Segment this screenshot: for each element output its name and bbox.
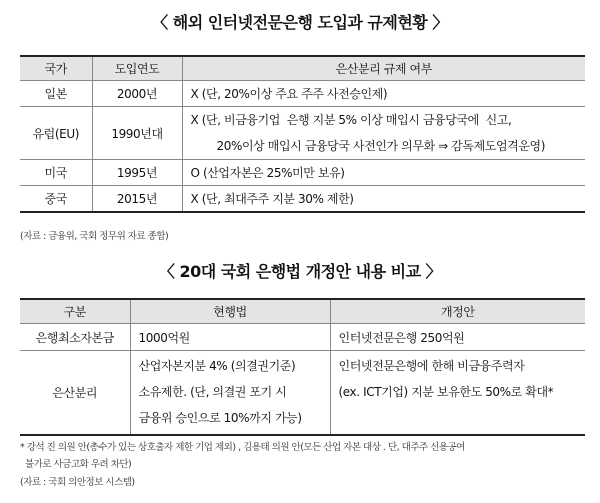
country-cell: 중국 [20,186,92,212]
header-proposal: 개정안 [330,299,585,324]
table-row [20,81,585,107]
regulation-cell: X (단, 20%이상 주요 주주 사전승인제) [182,81,585,107]
current-law-line: 산업자본지분 4% (의결권기준) [138,359,296,374]
year-cell: 2015년 [92,186,182,212]
footnote-line: 불가로 사금고화 우려 차단) [20,459,132,470]
current-law-cell: 1000억원 [130,324,330,351]
category-cell: 은산분리 [20,351,130,435]
header-country: 국가 [20,56,92,81]
year-cell: 2000년 [92,81,182,107]
table-row [20,160,585,186]
section1-source: (자료 : 금융위, 국회 정무위 자료 종합) [20,231,169,242]
current-law-line: 금융위 승인으로 10%까지 가능) [138,411,302,426]
category-cell: 은행최소자본금 [20,324,130,351]
table-row [20,186,585,212]
regulation-cell: O (산업자본은 25%미만 보유) [182,160,585,186]
proposal-cell: 인터넷전문은행 250억원 [330,324,585,351]
header-current-law: 현행법 [130,299,330,324]
country-cell: 미국 [20,160,92,186]
footnote-line: * 강석 진 의원 안(총수가 있는 상호출자 제한 기업 제외) , 김용태 의원 안(모든 산업 자본 대상 . 단, 대주주 신용공여 [20,442,465,453]
overseas-regulation-table [20,55,585,213]
regulation-cell [182,107,585,160]
current-law-cell [130,351,330,435]
header-year: 도입연도 [92,56,182,81]
proposal-line: (ex. ICT기업) 지분 보유한도 50%로 확대* [338,385,554,399]
year-cell: 1990년대 [92,107,182,160]
table-header-row [20,299,585,324]
table-row [20,351,585,435]
current-law-line: 소유제한. (단, 의결권 포기 시 [138,385,287,400]
year-cell: 1995년 [92,160,182,186]
header-regulation: 은산분리 규제 여부 [182,56,585,81]
regulation-cell: X (단, 최대주주 지분 30% 제한) [182,186,585,212]
proposal-cell [330,351,585,435]
header-category: 구분 [20,299,130,324]
country-cell: 유럽(EU) [20,107,92,160]
section2-title: 〈 20대 국회 은행법 개정안 내용 비교 〉 [158,262,442,281]
table-row [20,107,585,160]
proposal-line: 인터넷전문은행에 한해 비금융주력자 [338,359,525,373]
section1-title: 〈 해외 인터넷전문은행 도입과 규제현황 〉 [152,13,448,32]
regulation-line: X (단, 비금융기업 은행 지분 5% 이상 매입시 금융당국에 신고, [190,113,512,127]
bank-act-comparison-table [20,298,585,436]
table-header-row [20,56,585,81]
regulation-line: 20%이상 매입시 금융당국 사전인가 의무화 ⇒ 감독제도엄격운영) [216,139,546,153]
country-cell: 일본 [20,81,92,107]
table-row [20,324,585,351]
section2-source: (자료 : 국회 의안정보 시스템) [20,477,135,488]
